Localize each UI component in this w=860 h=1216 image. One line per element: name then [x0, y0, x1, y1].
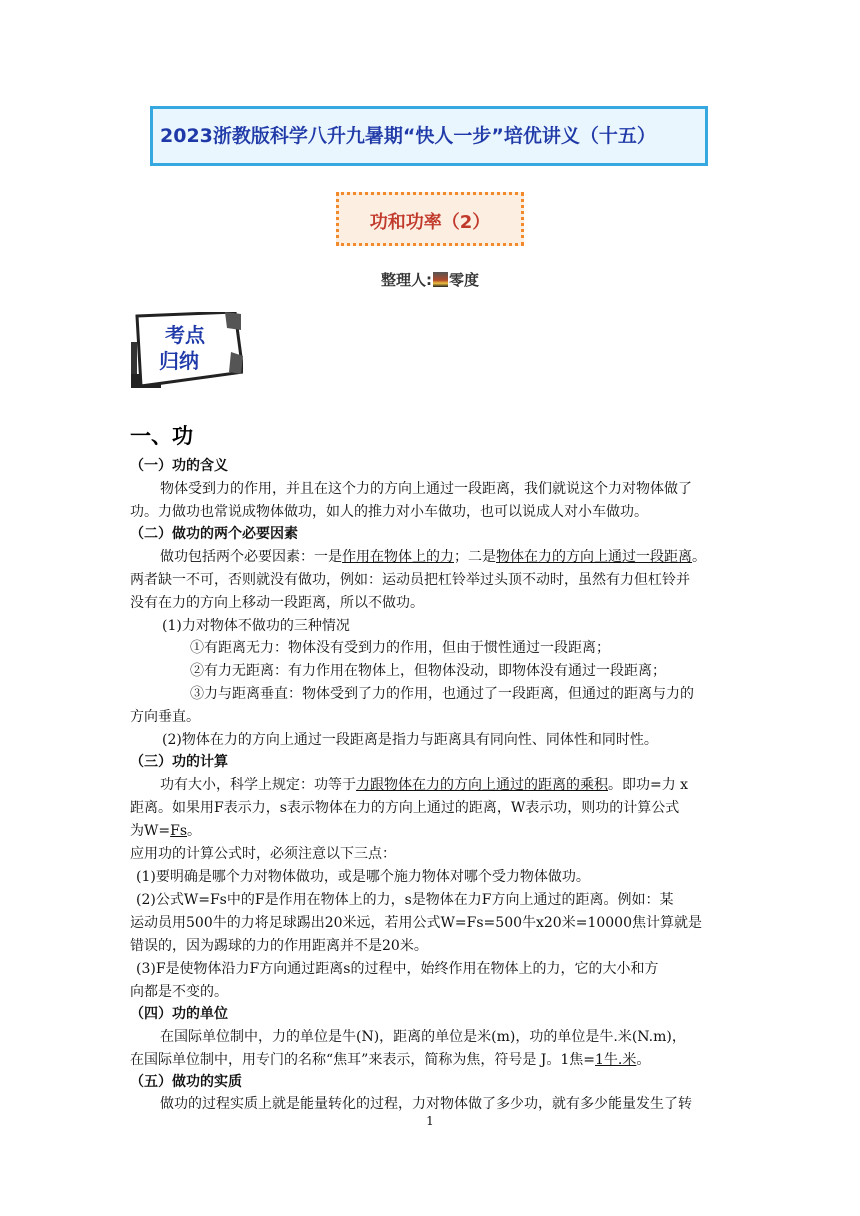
paragraph-line: 物体受到力的作用，并且在这个力的方向上通过一段距离，我们就说这个力对物体做了	[160, 481, 692, 497]
section-4-title: （四）功的单位	[130, 1006, 228, 1022]
paragraph-line: (3)F是使物体沿力F方向通过距离s的过程中，始终作用在物体上的力，它的大小和方	[136, 961, 659, 977]
paragraph-line: 应用功的计算公式时，必须注意以下三点：	[130, 846, 396, 862]
page-number: 1	[426, 1114, 434, 1128]
paragraph-line: 错误的，因为踢球的力的作用距离并不是20米。	[130, 938, 428, 954]
paragraph-line: 两者缺一不可，否则就没有做功，例如：运动员把杠铃举过头顶不动时，虽然有力但杠铃并	[130, 572, 690, 588]
paragraph-line: (2)物体在力的方向上通过一段距离是指力与距离具有同向性、同体性和同时性。	[162, 732, 658, 748]
paragraph-line: 方向垂直。	[130, 709, 200, 725]
underlined-term: Fs	[170, 823, 188, 839]
subtitle: 功和功率（2）	[369, 212, 491, 233]
underlined-term: 力跟物体在力的方向上通过的距离的乘积	[356, 777, 608, 793]
badge-line2: 归纳	[159, 349, 199, 373]
underlined-term: 作用在物体上的力	[342, 549, 454, 565]
editor-line	[0, 269, 860, 290]
paragraph-line: 做功的过程实质上就是能量转化的过程，力对物体做了多少功，就有多少能量发生了转	[160, 1096, 692, 1112]
paragraph-line: (1)要明确是哪个力对物体做功，或是哪个施力物体对哪个受力物体做功。	[136, 869, 590, 885]
sunset-icon	[433, 272, 448, 287]
underlined-term: 1牛.米	[595, 1052, 637, 1068]
paragraph-line: (2)公式W=Fs中的F是作用在物体上的力，s是物体在力F方向上通过的距离。例如：某	[136, 892, 674, 908]
key-points-badge	[131, 312, 243, 388]
badge-line1: 考点	[165, 323, 205, 347]
paragraph-line: 为W=Fs。	[130, 823, 202, 839]
section-3-title: （三）功的计算	[130, 754, 228, 770]
paragraph-line: 功。力做功也常说成物体做功，如人的推力对小车做功，也可以说成人对小车做功。	[130, 504, 648, 520]
paragraph-line: 没有在力的方向上移动一段距离，所以不做功。	[130, 595, 424, 611]
paragraph-line: ②有力无距离：有力作用在物体上，但物体没动，即物体没有通过一段距离；	[190, 663, 666, 679]
paragraph-line: (1)力对物体不做功的三种情况	[162, 618, 350, 634]
editor-label: 整理人:	[380, 271, 432, 289]
paragraph-line: 做功包括两个必要因素：一是作用在物体上的力；二是物体在力的方向上通过一段距离。	[160, 549, 706, 565]
paragraph-line: ③力与距离垂直：物体受到了力的作用，也通过了一段距离，但通过的距离与力的	[190, 686, 694, 702]
paragraph-line: 向都是不变的。	[130, 984, 228, 1000]
paragraph-line: 功有大小，科学上规定：功等于力跟物体在力的方向上通过的距离的乘积。即功=力 x	[160, 777, 689, 793]
paragraph-line: 在国际单位制中，力的单位是牛(N)，距离的单位是米(m)，功的单位是牛.米(N.m)，	[160, 1029, 686, 1045]
paragraph-line: ①有距离无力：物体没有受到力的作用，但由于惯性通过一段距离；	[190, 640, 610, 656]
underlined-term: 物体在力的方向上通过一段距离	[496, 549, 692, 565]
section-2-title: （二）做功的两个必要因素	[130, 526, 298, 542]
editor-name: 零度	[448, 271, 479, 289]
section-heading: 一、功	[130, 424, 193, 448]
section-5-title: （五）做功的实质	[130, 1074, 242, 1090]
document-title: 2023浙教版科学八升九暑期“快人一步”培优讲义（十五）	[160, 125, 656, 147]
section-1-title: （一）功的含义	[130, 458, 228, 474]
paragraph-line: 距离。如果用F表示力，s表示物体在力的方向上通过的距离，W表示功，则功的计算公式	[130, 800, 680, 816]
paragraph-line: 运动员用500牛的力将足球踢出20米远，若用公式W=Fs=500牛x20米=10000焦计算就是	[130, 915, 702, 931]
paragraph-line: 在国际单位制中，用专门的名称“焦耳”来表示，简称为焦，符号是 J。1焦=1牛.米。	[130, 1052, 651, 1068]
